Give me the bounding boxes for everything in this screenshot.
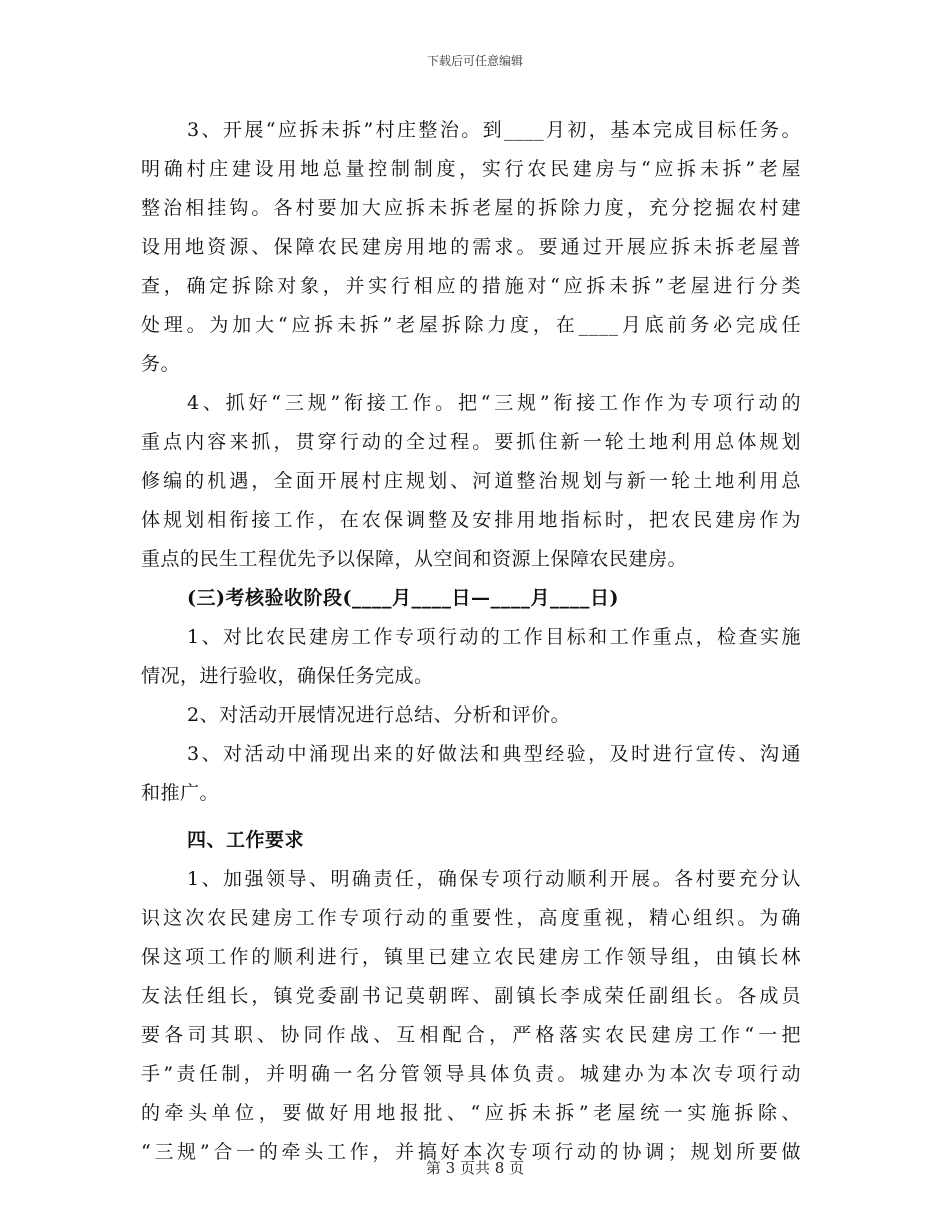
text-line: 务。: [141, 353, 181, 375]
text-line: 查，确定拆除对象，并实行相应的措施对“应拆未拆”老屋进行分类: [141, 275, 801, 297]
text-line: 情况，进行验收，确保任务完成。: [141, 665, 434, 687]
text-line: 明确村庄建设用地总量控制制度，实行农民建房与“应拆未拆”老屋: [141, 158, 801, 180]
text-line: 2、对活动开展情况进行总结、分析和评价。: [187, 704, 571, 726]
text-line: 1、对比农民建房工作专项行动的工作目标和工作重点，检查实施: [187, 626, 801, 648]
text-line: 和推广。: [141, 782, 220, 804]
document-body: [141, 114, 801, 1169]
text-line: 保这项工作的顺利进行，镇里已建立农民建房工作领导组，由镇长林: [141, 946, 801, 968]
page-header: 下载后可任意编辑: [426, 54, 523, 68]
text-line: 重点内容来抓，贯穿行动的全过程。要抓住新一轮土地利用总体规划: [141, 431, 801, 453]
text-line: 体规划相衔接工作，在农保调整及安排用地指标时，把农民建房作为: [141, 509, 801, 531]
text-line: 4、抓好“三规”衔接工作。把“三规”衔接工作作为专项行动的: [187, 392, 801, 414]
text-line: 友法任组长，镇党委副书记莫朝晖、副镇长李成荣任副组长。各成员: [141, 985, 801, 1007]
text-line: 3、开展“应拆未拆”村庄整治。到____月初，基本完成目标任务。: [187, 119, 801, 141]
section-heading: 四、工作要求: [187, 829, 305, 851]
text-line: 修编的机遇，全面开展村庄规划、河道整治规划与新一轮土地利用总: [141, 470, 801, 492]
text-line: 要各司其职、协同作战、互相配合，严格落实农民建房工作“一把: [141, 1024, 801, 1046]
text-line: 设用地资源、保障农民建房用地的需求。要通过开展应拆未拆老屋普: [141, 236, 801, 258]
text-line: 手”责任制，并明确一名分管领导具体负责。城建办为本次专项行动: [141, 1063, 801, 1085]
text-line: 重点的民生工程优先予以保障，从空间和资源上保障农民建房。: [141, 548, 688, 570]
text-line: 处理。为加大“应拆未拆”老屋拆除力度，在____月底前务必完成任: [141, 314, 801, 336]
page-footer: 第 3 页共 8 页: [425, 1159, 525, 1177]
section-heading: (三)考核验收阶段(____月____日—____月____日): [187, 587, 619, 609]
text-line: 1、加强领导、明确责任，确保专项行动顺利开展。各村要充分认: [187, 868, 801, 890]
text-line: 识这次农民建房工作专项行动的重要性，高度重视，精心组织。为确: [141, 907, 801, 929]
text-line: 整治相挂钩。各村要加大应拆未拆老屋的拆除力度，充分挖掘农村建: [141, 197, 801, 219]
text-line: “三规”合一的牵头工作，并搞好本次专项行动的协调；规划所要做: [141, 1141, 801, 1163]
text-line: 的牵头单位，要做好用地报批、“应拆未拆”老屋统一实施拆除、: [141, 1102, 801, 1124]
text-line: 3、对活动中涌现出来的好做法和典型经验，及时进行宣传、沟通: [187, 743, 801, 765]
